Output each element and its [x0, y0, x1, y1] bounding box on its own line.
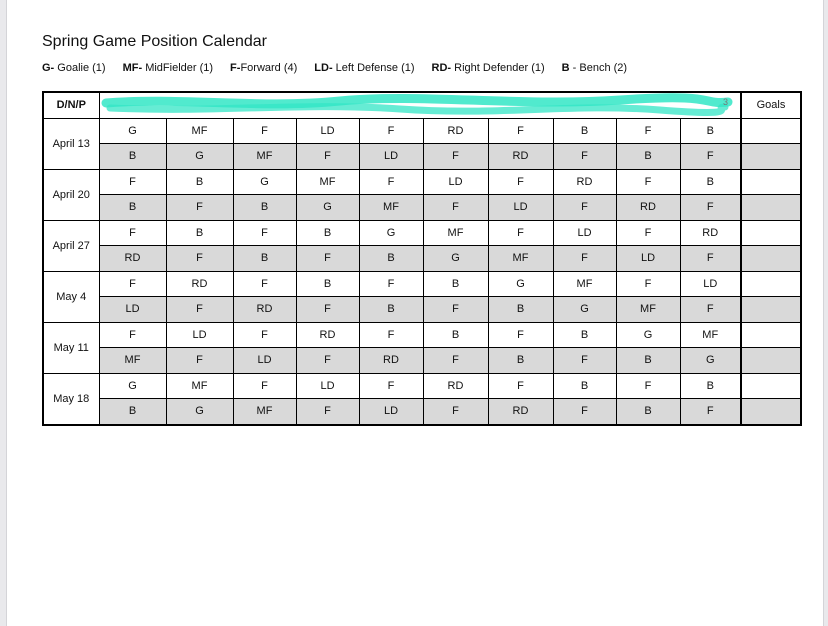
table-row: [43, 271, 801, 297]
position-cell: B: [680, 373, 741, 399]
position-cell: B: [296, 271, 359, 297]
table-row: [43, 220, 801, 246]
position-cell: LD: [296, 118, 359, 144]
position-cell: F: [296, 246, 359, 272]
goals-cell[interactable]: [741, 322, 801, 348]
position-cell: MF: [233, 399, 296, 425]
position-cell: LD: [423, 169, 488, 195]
position-cell: F: [359, 118, 423, 144]
position-cell: G: [296, 195, 359, 221]
position-cell: B: [423, 322, 488, 348]
position-cell: RD: [296, 322, 359, 348]
position-cell: F: [553, 246, 616, 272]
position-cell: F: [99, 169, 166, 195]
table-row: [43, 348, 801, 374]
position-cell: F: [233, 118, 296, 144]
position-cell: F: [616, 373, 680, 399]
legend-code: RD-: [431, 62, 452, 74]
position-cell: RD: [680, 220, 741, 246]
legend-code: F-: [230, 62, 241, 74]
position-cell: RD: [488, 399, 553, 425]
position-cell: MF: [680, 322, 741, 348]
calendar-body: [43, 118, 801, 425]
position-cell: MF: [423, 220, 488, 246]
position-cell: F: [680, 195, 741, 221]
position-cell: MF: [488, 246, 553, 272]
table-row: [43, 169, 801, 195]
position-cell: MF: [166, 118, 233, 144]
position-cell: F: [233, 322, 296, 348]
game-date: May 18: [43, 373, 99, 425]
position-cell: LD: [99, 297, 166, 323]
position-cell: RD: [99, 246, 166, 272]
position-cell: RD: [616, 195, 680, 221]
position-cell: G: [233, 169, 296, 195]
position-cell: B: [616, 144, 680, 170]
position-cell: F: [359, 322, 423, 348]
table-row: [43, 297, 801, 323]
position-cell: F: [553, 144, 616, 170]
position-cell: B: [99, 144, 166, 170]
position-cell: B: [488, 348, 553, 374]
legend-description: Forward (4): [240, 62, 298, 74]
position-cell: F: [423, 348, 488, 374]
goals-cell[interactable]: [741, 246, 801, 272]
table-row: [43, 399, 801, 425]
legend-item: [562, 62, 627, 74]
position-cell: B: [99, 399, 166, 425]
legend-description: Goalie (1): [54, 62, 106, 74]
position-cell: B: [488, 297, 553, 323]
goals-cell[interactable]: [741, 144, 801, 170]
redaction-scribble: [100, 93, 740, 117]
legend-item: [123, 62, 213, 74]
redacted-tail-text: 3: [722, 97, 728, 108]
position-cell: F: [488, 322, 553, 348]
position-cell: G: [488, 271, 553, 297]
position-cell: F: [296, 144, 359, 170]
goals-cell[interactable]: [741, 195, 801, 221]
position-cell: MF: [233, 144, 296, 170]
position-cell: G: [680, 348, 741, 374]
position-cell: MF: [99, 348, 166, 374]
goals-cell[interactable]: [741, 297, 801, 323]
document-page: [6, 0, 824, 626]
position-cell: RD: [488, 144, 553, 170]
position-cell: LD: [359, 144, 423, 170]
position-cell: RD: [423, 118, 488, 144]
legend-description: MidFielder (1): [142, 62, 214, 74]
position-cell: B: [616, 399, 680, 425]
position-cell: G: [99, 373, 166, 399]
legend-item: [230, 62, 297, 74]
position-cell: F: [296, 297, 359, 323]
goals-cell[interactable]: [741, 373, 801, 399]
position-cell: F: [680, 399, 741, 425]
position-cell: F: [99, 220, 166, 246]
position-legend: [42, 62, 644, 74]
position-calendar-table: [42, 91, 802, 426]
position-cell: F: [233, 220, 296, 246]
position-cell: F: [616, 169, 680, 195]
position-cell: MF: [359, 195, 423, 221]
position-cell: MF: [616, 297, 680, 323]
position-cell: G: [553, 297, 616, 323]
position-cell: F: [488, 220, 553, 246]
position-cell: F: [553, 195, 616, 221]
legend-code: G-: [42, 62, 55, 74]
table-row: [43, 144, 801, 170]
position-cell: F: [233, 271, 296, 297]
position-cell: F: [296, 399, 359, 425]
position-cell: F: [488, 169, 553, 195]
game-date: April 27: [43, 220, 99, 271]
position-cell: F: [488, 373, 553, 399]
position-cell: F: [423, 297, 488, 323]
position-cell: F: [99, 322, 166, 348]
position-cell: F: [166, 297, 233, 323]
goals-header: Goals: [741, 92, 801, 118]
table-row: [43, 246, 801, 272]
table-row: [43, 195, 801, 221]
header-row: [43, 92, 801, 118]
goals-cell[interactable]: [741, 169, 801, 195]
position-cell: LD: [680, 271, 741, 297]
position-cell: G: [166, 399, 233, 425]
goals-cell[interactable]: [741, 220, 801, 246]
position-cell: F: [553, 348, 616, 374]
position-cell: F: [680, 297, 741, 323]
position-cell: B: [166, 220, 233, 246]
position-cell: MF: [553, 271, 616, 297]
position-cell: B: [680, 169, 741, 195]
position-cell: B: [553, 373, 616, 399]
position-cell: B: [233, 246, 296, 272]
goals-cell[interactable]: [741, 348, 801, 374]
position-cell: LD: [296, 373, 359, 399]
legend-description: Right Defender (1): [451, 62, 545, 74]
position-cell: B: [296, 220, 359, 246]
legend-description: Left Defense (1): [332, 62, 415, 74]
position-cell: F: [166, 195, 233, 221]
position-cell: B: [233, 195, 296, 221]
goals-cell[interactable]: [741, 118, 801, 144]
game-date: May 4: [43, 271, 99, 322]
position-cell: F: [616, 220, 680, 246]
position-cell: B: [616, 348, 680, 374]
position-cell: F: [423, 144, 488, 170]
position-cell: F: [233, 373, 296, 399]
game-date: April 13: [43, 118, 99, 169]
position-cell: G: [99, 118, 166, 144]
legend-description: - Bench (2): [569, 62, 628, 74]
position-cell: B: [423, 271, 488, 297]
position-cell: F: [423, 195, 488, 221]
legend-item: [432, 62, 545, 74]
game-date: May 11: [43, 322, 99, 373]
position-cell: LD: [233, 348, 296, 374]
position-cell: RD: [233, 297, 296, 323]
goals-cell[interactable]: [741, 399, 801, 425]
position-cell: MF: [166, 373, 233, 399]
table-row: [43, 373, 801, 399]
position-cell: G: [166, 144, 233, 170]
position-cell: F: [616, 118, 680, 144]
position-cell: B: [359, 246, 423, 272]
position-cell: LD: [166, 322, 233, 348]
position-cell: F: [616, 271, 680, 297]
legend-code: MF-: [122, 62, 143, 74]
position-cell: F: [296, 348, 359, 374]
position-cell: F: [359, 271, 423, 297]
page-title: Spring Game Position Calendar: [42, 33, 268, 50]
position-cell: G: [359, 220, 423, 246]
position-cell: LD: [616, 246, 680, 272]
position-cell: F: [488, 118, 553, 144]
legend-item: [42, 62, 106, 74]
position-cell: RD: [423, 373, 488, 399]
table-row: [43, 118, 801, 144]
position-cell: LD: [488, 195, 553, 221]
position-cell: B: [553, 118, 616, 144]
legend-item: [314, 62, 414, 74]
legend-code: LD-: [314, 62, 333, 74]
position-cell: F: [359, 373, 423, 399]
position-cell: F: [553, 399, 616, 425]
goals-cell[interactable]: [741, 271, 801, 297]
position-cell: LD: [553, 220, 616, 246]
position-cell: F: [99, 271, 166, 297]
game-date: April 20: [43, 169, 99, 220]
position-cell: RD: [166, 271, 233, 297]
position-cell: B: [99, 195, 166, 221]
position-cell: RD: [553, 169, 616, 195]
position-cell: LD: [359, 399, 423, 425]
position-cell: F: [680, 246, 741, 272]
position-cell: G: [423, 246, 488, 272]
redacted-player-names: [99, 92, 741, 118]
position-cell: F: [166, 348, 233, 374]
position-cell: B: [359, 297, 423, 323]
position-cell: F: [166, 246, 233, 272]
position-cell: G: [616, 322, 680, 348]
position-cell: B: [553, 322, 616, 348]
position-cell: F: [680, 144, 741, 170]
position-cell: MF: [296, 169, 359, 195]
position-cell: B: [680, 118, 741, 144]
position-cell: RD: [359, 348, 423, 374]
position-cell: F: [423, 399, 488, 425]
dnp-header: D/N/P: [43, 92, 99, 118]
position-cell: F: [359, 169, 423, 195]
position-cell: B: [166, 169, 233, 195]
table-row: [43, 322, 801, 348]
legend-code: B: [561, 62, 570, 74]
